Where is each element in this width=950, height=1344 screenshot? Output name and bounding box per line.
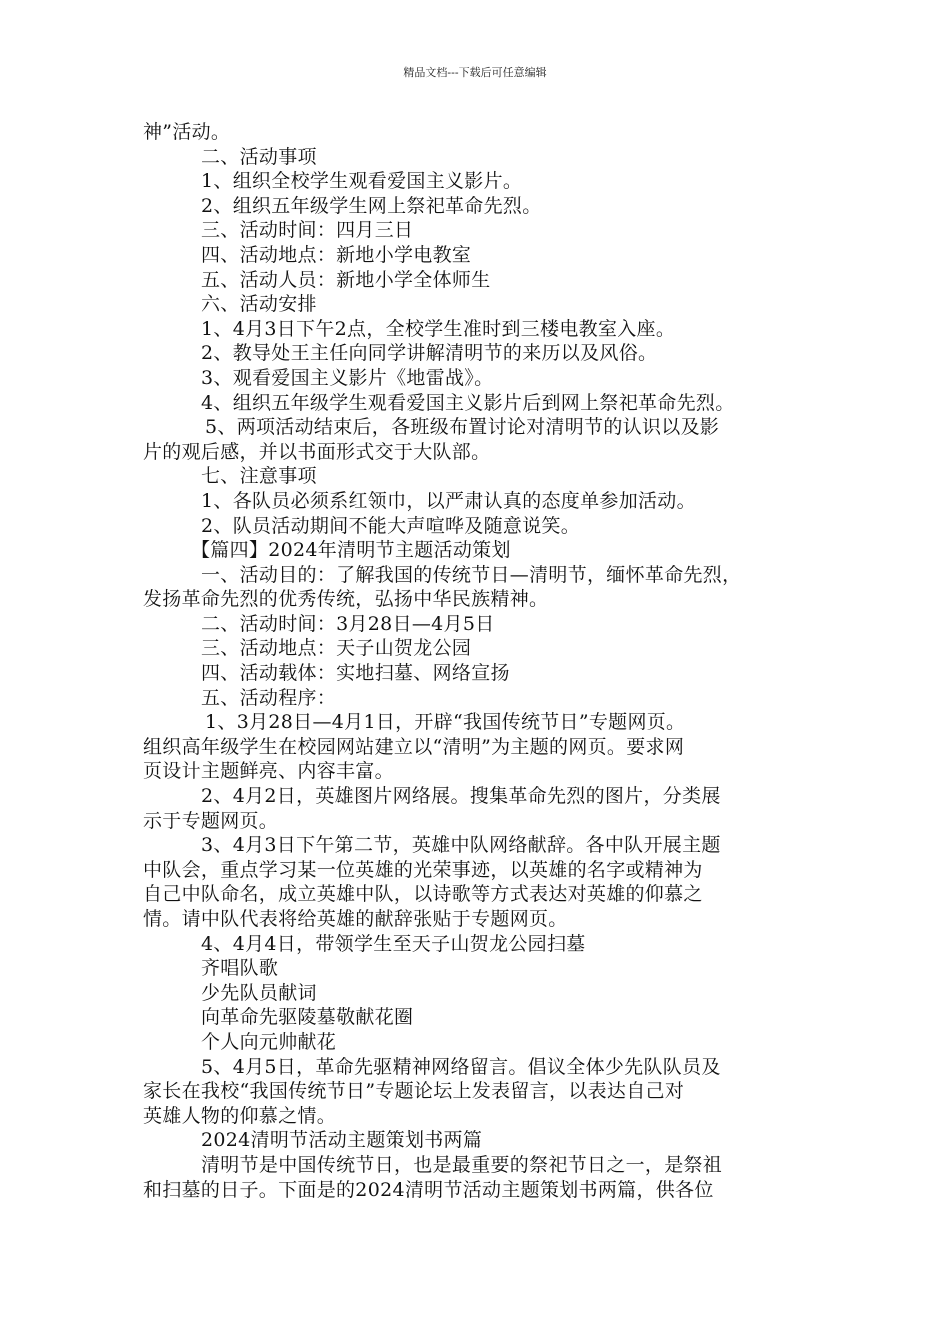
text-line: 向革命先驱陵墓敬献花圈 bbox=[201, 1006, 414, 1029]
text-line: 2、教导处王主任向同学讲解清明节的来历以及风俗。 bbox=[201, 342, 658, 365]
text-line: 4、4月4日，带领学生至天子山贺龙公园扫墓 bbox=[201, 932, 586, 955]
text-line: 5、两项活动结束后，各班级布置讨论对清明节的认识以及影 bbox=[205, 416, 720, 439]
text-line: 五、活动程序： bbox=[201, 686, 337, 709]
text-line: 1、组织全校学生观看爱国主义影片。 bbox=[201, 170, 523, 193]
text-line: 少先队员献词 bbox=[201, 981, 317, 1004]
text-line: 片的观后感，并以书面形式交于大队部。 bbox=[143, 440, 491, 463]
text-line: 三、活动地点：天子山贺龙公园 bbox=[201, 637, 472, 660]
text-line: 5、4月5日，革命先驱精神网络留言。倡议全体少先队队员及 bbox=[201, 1055, 721, 1078]
text-line: 1、各队员必须系红领巾，以严肃认真的态度单参加活动。 bbox=[201, 489, 696, 512]
text-line: 个人向元帅献花 bbox=[201, 1030, 337, 1053]
text-line: 二、活动事项 bbox=[201, 145, 317, 168]
text-line: 齐唱队歌 bbox=[201, 957, 279, 980]
text-line: 2、4月2日，英雄图片网络展。搜集革命先烈的图片，分类展 bbox=[201, 785, 721, 808]
text-line: 和扫墓的日子。下面是的2024清明节活动主题策划书两篇，供各位 bbox=[143, 1178, 714, 1201]
text-line: 页设计主题鲜亮、内容丰富。 bbox=[143, 760, 394, 783]
text-line: 自己中队命名，成立英雄中队，以诗歌等方式表达对英雄的仰慕之 bbox=[143, 883, 703, 906]
text-line: 四、活动地点：新地小学电教室 bbox=[201, 243, 472, 266]
text-line: 二、活动时间：3月28日—4月5日 bbox=[201, 612, 495, 635]
text-line: 发扬革命先烈的优秀传统，弘扬中华民族精神。 bbox=[143, 588, 549, 611]
text-line: 一、活动目的：了解我国的传统节日—清明节，缅怀革命先烈， bbox=[201, 563, 742, 586]
text-line: 清明节是中国传统节日，也是最重要的祭祀节日之一，是祭祖 bbox=[201, 1153, 723, 1176]
text-line: 三、活动时间：四月三日 bbox=[201, 219, 414, 242]
text-line: 1、4月3日下午2点，全校学生准时到三楼电教室入座。 bbox=[201, 317, 676, 340]
text-line: 中队会，重点学习某一位英雄的光荣事迹，以英雄的名字或精神为 bbox=[143, 858, 703, 881]
text-line: 家长在我校“我国传统节日”专题论坛上发表留言，以表达自己对 bbox=[143, 1080, 685, 1103]
text-line: 四、活动载体：实地扫墓、网络宣扬 bbox=[201, 662, 510, 685]
text-line: 英雄人物的仰慕之情。 bbox=[143, 1104, 337, 1127]
text-line: 【篇四】2024年清明节主题活动策划 bbox=[191, 539, 511, 562]
text-line: 示于专题网页。 bbox=[143, 809, 279, 832]
text-line: 3、观看爱国主义影片《地雷战》。 bbox=[201, 366, 494, 389]
text-line: 五、活动人员：新地小学全体师生 bbox=[201, 268, 491, 291]
text-line: 组织高年级学生在校园网站建立以“清明”为主题的网页。要求网 bbox=[143, 735, 685, 758]
text-line: 4、组织五年级学生观看爱国主义影片后到网上祭祀革命先烈。 bbox=[201, 391, 735, 414]
text-line: 情。请中队代表将给英雄的献辞张贴于专题网页。 bbox=[143, 908, 568, 930]
text-line: 2、队员活动期间不能大声喧哗及随意说笑。 bbox=[201, 514, 581, 537]
text-line: 2、组织五年级学生网上祭祀革命先烈。 bbox=[201, 194, 542, 217]
text-line: 2024清明节活动主题策划书两篇 bbox=[201, 1129, 483, 1152]
text-line: 1、3月28日—4月1日，开辟“我国传统节日”专题网页。 bbox=[205, 711, 686, 734]
text-line: 六、活动安排 bbox=[201, 293, 317, 316]
page-header: 精品文档---下载后可任意编辑 bbox=[403, 66, 547, 79]
text-line: 神”活动。 bbox=[143, 121, 231, 143]
text-line: 七、注意事项 bbox=[201, 465, 317, 488]
text-line: 3、4月3日下午第二节，英雄中队网络献辞。各中队开展主题 bbox=[201, 834, 721, 857]
document-body bbox=[143, 120, 808, 1202]
